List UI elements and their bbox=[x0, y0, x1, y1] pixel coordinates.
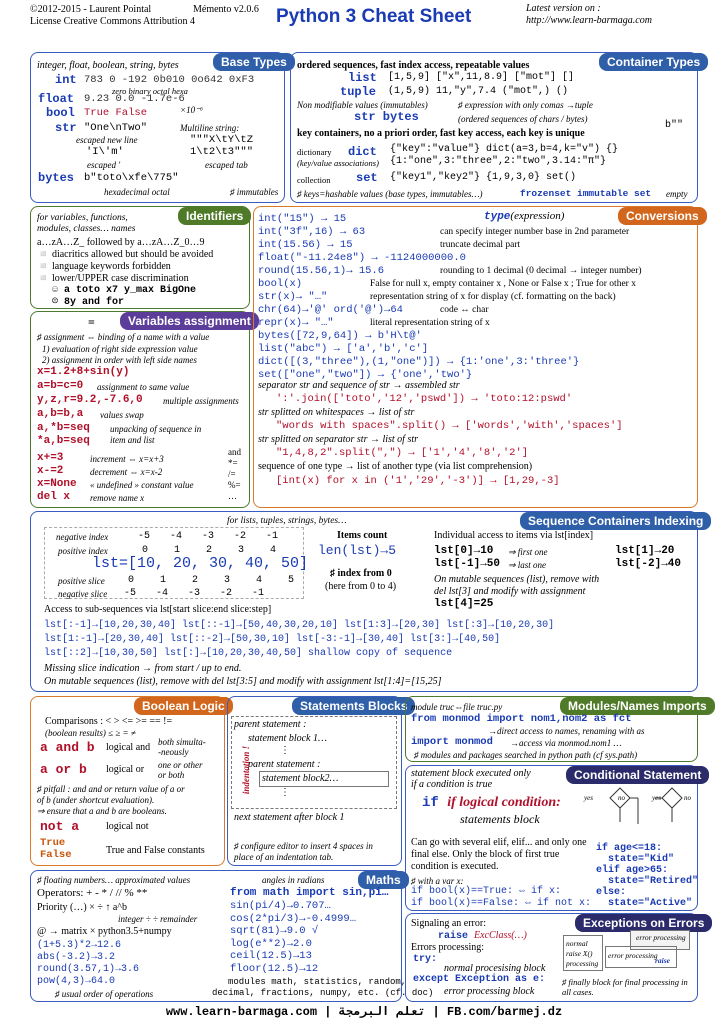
conversion-code-12: set(["one","two"]) → {'one','two'} bbox=[258, 369, 473, 381]
math-left-0: (1+5.3)*2→12.6 bbox=[37, 940, 122, 951]
both-note: both simulta- -neously bbox=[158, 737, 206, 757]
var-code-4: x=1.2+8+sin(y) bbox=[37, 366, 130, 378]
conversion-code-1: int("3f",16) → 63 bbox=[258, 226, 366, 238]
neg-slice-4: -1 bbox=[252, 588, 265, 599]
bool-values: True False bbox=[84, 107, 148, 119]
conditional-code: if age<=18: state="Kid" elif age>65: state="Retired" else: state="Active" bbox=[596, 843, 699, 909]
indexing-header: Sequence Containers Indexing bbox=[520, 512, 711, 530]
expression-commas-note: ♯ expression with only comas →tuple bbox=[458, 100, 593, 110]
acc-1-note: ⇒ first one bbox=[508, 547, 548, 557]
hex-oct-note: hexadecimal octal bbox=[104, 187, 170, 197]
conversion-code-8: repr(x)→ "…" bbox=[258, 317, 334, 329]
mutable-slice-text: On mutable sequences (list), remove with del lst[3:5] and modify with assignment lst[1:4]=[15,25] bbox=[44, 676, 442, 687]
conditional-intro-2: if a condition is true bbox=[411, 779, 493, 790]
variables-line-2: 1) evaluation of right side expression value bbox=[42, 344, 198, 354]
seq-conv-text: sequence of one type → list of another type (via list comprehension) bbox=[258, 461, 533, 472]
neg-slice-1: -4 bbox=[156, 588, 169, 599]
str-bytes-label: str bytes bbox=[354, 110, 419, 124]
kv-assoc-note: (key/value associations) bbox=[297, 158, 379, 168]
if-condition-text: if logical condition: bbox=[447, 795, 561, 810]
math-right-0: sin(pi/4)→0.707… bbox=[230, 900, 331, 912]
modules-note-1: →direct access to names, renaming with as bbox=[488, 726, 645, 736]
len-code-text: len(lst)→5 bbox=[318, 543, 397, 558]
pos-slice-3: 3 bbox=[224, 575, 231, 586]
var-code-7: a,b=b,a bbox=[37, 408, 84, 420]
neg-index-1: -4 bbox=[170, 531, 183, 542]
join-code: ':'.join(['toto','12','pswd']) → 'toto:12:pswd' bbox=[276, 393, 573, 405]
conversion-note-6: representation string of x for display (cf. formatting on the back) bbox=[370, 292, 616, 302]
split-ws-code: "words with spaces".split() → ['words','with','spaces'] bbox=[276, 420, 623, 432]
exc-error-processing-2: error processing bbox=[608, 951, 658, 960]
and-code: a and b bbox=[40, 740, 95, 755]
identifiers-line-3: a…zA…Z_ followed by a…zA…Z_0…9 bbox=[37, 237, 205, 248]
and-note: logical and bbox=[106, 742, 151, 753]
type-expression-text: expression bbox=[514, 210, 561, 222]
var-note-9: item and list bbox=[110, 435, 155, 445]
radians-note: angles in radians bbox=[262, 875, 325, 885]
math-modules-2: decimal, fractions, numpy, etc. (cf. doc) bbox=[212, 988, 434, 998]
math-right-2: sqrt(81)→9.0 √ bbox=[230, 925, 319, 937]
base-types-header: Base Types bbox=[213, 53, 295, 71]
normal-block-text: normal procesising block bbox=[444, 963, 546, 974]
pos-index-1: 1 bbox=[174, 545, 181, 556]
signal-text: Signaling an error: bbox=[411, 918, 486, 929]
dots-1: ⋮ bbox=[280, 745, 290, 756]
exc-raise-label: raise bbox=[655, 956, 670, 965]
set-label: set bbox=[356, 171, 378, 185]
try-code: try: bbox=[413, 954, 438, 965]
statements-header: Statements Blocks bbox=[292, 697, 415, 715]
elif-text-1: Can go with several elif, elif... and only one bbox=[411, 837, 587, 848]
modules-code-1: from monmod import nom1,nom2 as fct bbox=[411, 713, 632, 725]
if-bool-true: if bool(x)==True: ⇔ if x: bbox=[411, 886, 562, 897]
neg-index-3: -2 bbox=[234, 531, 247, 542]
maths-header: Maths bbox=[358, 871, 409, 889]
flow-no-2: no bbox=[684, 794, 691, 802]
modules-intro: module truc⇔file truc.py bbox=[411, 702, 503, 712]
var-note-10: increment ⇔ x=x+3 bbox=[90, 454, 164, 464]
comparisons-text: Comparisons : < > <= >= == != bbox=[45, 716, 173, 727]
non-modifiable-note: Non modifiable values (immutables) bbox=[297, 100, 428, 110]
var-note-8: unpacking of sequence in bbox=[110, 424, 202, 434]
variables-line-3: 2) assignment in order with left side names bbox=[42, 355, 197, 365]
ordered-chars-note: (ordered sequences of chars / bytes) bbox=[458, 114, 588, 124]
identifiers-line-1: for variables, functions, bbox=[37, 213, 128, 223]
bool-label: bool bbox=[46, 106, 75, 120]
header-memento: Mémento v2.0.6 bbox=[193, 4, 259, 15]
math-right-3: log(e**2)→2.0 bbox=[230, 937, 312, 950]
int-values: 783 0 -192 0b010 0o642 0xF3 bbox=[84, 74, 255, 86]
sub-seq-text: Access to sub-sequences via lst[start slice:end slice:step] bbox=[44, 604, 272, 615]
identifiers-line-4: ◽ diacritics allowed but should be avoided bbox=[37, 249, 214, 260]
conversion-code-5: bool(x) bbox=[258, 278, 303, 290]
multiline-1: """X\tY\tZ bbox=[190, 134, 254, 146]
var-code-12: x=None bbox=[37, 478, 77, 490]
var-side-ops: and *= /= %= … bbox=[228, 447, 241, 501]
pos-slice-1: 1 bbox=[160, 575, 167, 586]
statement-block-1: statement block 1… bbox=[248, 733, 327, 744]
flow-yes-1: yes bbox=[584, 794, 593, 802]
seq-conv-code: [int(x) for x in ('1','29','-3')] → [1,29,-3] bbox=[276, 475, 560, 487]
conditional-intro-1: statement block executed only bbox=[411, 768, 531, 779]
variables-line-1: ♯ assignment ⇔ binding of a name with a value bbox=[37, 332, 210, 342]
indexing-intro: for lists, tuples, strings, bytes… bbox=[227, 516, 347, 526]
conversion-code-4: round(15.56,1)→ 15.6 bbox=[258, 265, 385, 277]
parent-statement-1: parent statement : bbox=[234, 719, 307, 730]
exceptions-header: Exceptions on Errors bbox=[575, 914, 712, 932]
statements-block-text: statements block bbox=[460, 812, 540, 826]
separator-join-text: separator str and sequence of str → assembled str bbox=[258, 380, 460, 391]
str-label: str bbox=[55, 121, 77, 135]
mutable-text-3: lst[4]=25 bbox=[434, 598, 494, 610]
neg-slice-label: negative slice bbox=[58, 589, 108, 599]
exc-raise-x: raise X() bbox=[566, 949, 593, 958]
footer: www.learn-barmaga.com | تعلم البرمجة | FB.com/barmej.dz bbox=[165, 1005, 563, 1019]
configure-note-2: place of an indentation tab. bbox=[234, 852, 334, 862]
if-keyword: if bbox=[422, 795, 448, 811]
acc-3-note: ⇒ last one bbox=[508, 560, 547, 570]
floating-note: ♯ floating numbers… approximated values bbox=[37, 875, 191, 885]
pitfall-1: ♯ pitfall : and and or return value of a or bbox=[37, 784, 185, 794]
container-types-header: Container Types bbox=[599, 53, 708, 71]
pitfall-3: ⇒ ensure that a and b are booleans. bbox=[37, 806, 167, 816]
frozenset-label: frozenset immutable set bbox=[520, 188, 652, 199]
math-left-1: abs(-3.2)→3.2 bbox=[37, 952, 116, 963]
elif-text-2: final else. Only the block of first true bbox=[411, 849, 560, 860]
conversion-note-2: truncate decimal part bbox=[440, 240, 521, 250]
dict-values-2: {1:"one",3:"three",2:"two",3.14:"π"} bbox=[390, 156, 607, 167]
if-code bbox=[422, 795, 561, 811]
conversion-code-10: list("abc") → ['a','b','c'] bbox=[258, 343, 429, 355]
assign-eq-symbol: = bbox=[88, 315, 95, 329]
list-values: [1,5,9] ["x",11,8.9] ["mot"] [] bbox=[388, 72, 575, 83]
identifiers-line-6: ◽ lower/UPPER case discrimination bbox=[37, 273, 189, 284]
or-note: logical or bbox=[106, 764, 145, 775]
var-note-13: remove name x bbox=[90, 493, 145, 503]
pos-slice-4: 4 bbox=[256, 575, 263, 586]
next-statement: next statement after block 1 bbox=[234, 812, 345, 823]
set-values: {"key1","key2"} {1,9,3,0} set() bbox=[390, 172, 577, 183]
if-bool-false: if bool(x)==False: ⇔ if not x: bbox=[411, 898, 592, 909]
split-ws-text: str splitted on whitespaces → list of str bbox=[258, 407, 415, 418]
conversion-code-11: dict([(3,"three"),(1,"one")]) → {1:'one',3:'three'} bbox=[258, 356, 580, 368]
neg-slice-3: -2 bbox=[220, 588, 233, 599]
usual-order-note: ♯ usual order of operations bbox=[55, 989, 154, 999]
mutable-text-1: On mutable sequences (list), remove with bbox=[434, 574, 600, 585]
bytes-label: bytes bbox=[38, 171, 75, 185]
exc-processing-label: processing bbox=[566, 959, 599, 968]
conversion-code-3: float("-11.24e8") → -1124000000.0 bbox=[258, 252, 466, 264]
tuple-values: (1,5,9) 11,"y",7.4 ("mot",) () bbox=[388, 86, 569, 97]
modules-note-3: ♯ modules and packages searched in python path (cf sys.path) bbox=[414, 750, 638, 760]
or-code: a or b bbox=[40, 762, 87, 777]
neg-index-4: -1 bbox=[266, 531, 279, 542]
conversion-note-7: code ↔ char bbox=[440, 305, 489, 315]
pos-slice-2: 2 bbox=[192, 575, 199, 586]
identifiers-line-7: ☺ a toto x7 y_max BigOne bbox=[52, 285, 197, 296]
identifiers-line-2: modules, classes… names bbox=[37, 224, 136, 234]
var-code-11: x-=2 bbox=[37, 465, 64, 477]
finally-note: ♯ finally block for final processing in all cases. bbox=[562, 977, 688, 997]
slice-line-2: lst[::2]→[10,30,50] lst[:]→[10,20,30,40,50] shallow copy of sequence bbox=[44, 648, 453, 659]
pos-slice-label: positive slice bbox=[58, 576, 105, 586]
mutable-text-2: del lst[3] and modify with assignment bbox=[434, 586, 586, 597]
float-label: float bbox=[38, 92, 75, 106]
pos-index-3: 3 bbox=[238, 545, 245, 556]
neg-slice-2: -3 bbox=[188, 588, 201, 599]
latest-version-label: Latest version on : bbox=[526, 3, 601, 14]
not-note: logical not bbox=[106, 821, 149, 832]
pos-slice-0: 0 bbox=[128, 575, 135, 586]
collection-label: collection bbox=[297, 175, 331, 185]
split-sep-code: "1,4,8,2".split(",") → ['1','4','8','2'] bbox=[276, 447, 529, 459]
escaped-quote-note: escaped ' bbox=[87, 160, 121, 170]
missing-slice-text: Missing slice indication → from start / up to end. bbox=[44, 663, 242, 674]
immutables-note: ♯ immutables bbox=[230, 187, 279, 197]
math-import: from math import sin,pi… bbox=[230, 887, 389, 899]
var-x-note: ♯ with a var x: bbox=[411, 876, 464, 886]
here-from-note: (here from 0 to 4) bbox=[325, 581, 397, 592]
int-label: int bbox=[55, 73, 77, 87]
math-left-2: round(3.57,1)→3.6 bbox=[37, 964, 140, 975]
true-false-note: True and False constants bbox=[106, 845, 205, 856]
dict-values-1: {"key":"value"} dict(a=3,b=4,k="v") {} bbox=[390, 144, 619, 155]
multiline-label: Multiline string: bbox=[180, 123, 240, 133]
except-code: except Exception as e: bbox=[413, 974, 546, 985]
var-note-6: multiple assignments bbox=[163, 396, 239, 406]
acc-1: lst[0]→10 bbox=[434, 545, 494, 557]
math-left-3: pow(4,3)→64.0 bbox=[37, 976, 116, 987]
priority-text: Priority (…) × ÷ ↑ a^b bbox=[37, 902, 127, 913]
conversion-note-4: rounding to 1 decimal (0 decimal → integer number) bbox=[440, 266, 642, 276]
conversion-code-6: str(x)→ "…" bbox=[258, 291, 328, 303]
modules-note-2: →access via monmod.nom1 … bbox=[510, 738, 622, 748]
neg-index-0: -5 bbox=[138, 531, 151, 542]
pos-index-label: positive index bbox=[58, 546, 108, 556]
raise-keyword: raise bbox=[438, 931, 475, 942]
conditional-header: Conditional Statement bbox=[566, 766, 709, 784]
acc-2: lst[1]→20 bbox=[615, 545, 675, 557]
int-notes: zero binary octal hexa bbox=[112, 86, 188, 96]
not-code: not a bbox=[40, 819, 80, 834]
list-label: list bbox=[348, 71, 377, 85]
conversions-header: Conversions bbox=[618, 207, 707, 225]
multiline-2: 1\t2\t3""" bbox=[190, 146, 254, 158]
conversion-note-8: literal representation string of x bbox=[370, 318, 490, 328]
conversion-code-9: bytes([72,9,64]) → b'H\t@' bbox=[258, 330, 422, 342]
statement-block-2: statement block2… bbox=[262, 773, 339, 784]
str-values: "One\nTwo" bbox=[84, 122, 148, 134]
var-code-8: a,*b=seq bbox=[37, 422, 90, 434]
identifiers-line-5: ◽ language keywords forbidden bbox=[37, 261, 171, 272]
neg-index-label: negative index bbox=[56, 532, 109, 542]
pitfall-2: of b (under shortcut evaluation). bbox=[37, 795, 155, 805]
empty-bytes: b"" bbox=[665, 120, 684, 131]
exc-normal-label: normal bbox=[566, 939, 588, 948]
ordered-sequences-text: ordered sequences, fast index access, repeatable values bbox=[297, 60, 530, 71]
escaped-newline-note: escaped new line bbox=[76, 135, 138, 145]
lst-definition: lst=[10, 20, 30, 40, 50] bbox=[92, 555, 309, 572]
dict-label: dict bbox=[348, 145, 377, 159]
base-types-intro: integer, float, boolean, string, bytes bbox=[37, 60, 179, 71]
type-expression: type(expression) bbox=[484, 210, 565, 223]
configure-note-1: ♯ configure editor to insert 4 spaces in bbox=[234, 841, 373, 851]
exc-error-processing-1: error processing bbox=[636, 933, 686, 942]
conversion-note-5: False for null x, empty container x , None or False x ; True for other x bbox=[370, 279, 636, 289]
acc-4: lst[-2]→40 bbox=[615, 558, 682, 570]
var-note-11: decrement ⇔ x=x-2 bbox=[90, 467, 163, 477]
var-note-5: assignment to same value bbox=[97, 382, 190, 392]
var-code-5: a=b=c=0 bbox=[37, 380, 84, 392]
identifiers-line-8: ☹ 8y and for bbox=[52, 297, 125, 308]
index-from-note: ♯ index from 0 bbox=[330, 568, 392, 579]
flow-no-1: no bbox=[618, 794, 625, 802]
var-code-9: *a,b=seq bbox=[37, 435, 90, 447]
matrix-text: @ → matrix × python3.5+numpy bbox=[37, 926, 172, 937]
pos-index-2: 2 bbox=[206, 545, 213, 556]
split-sep-text: str splitted on separator str → list of str bbox=[258, 434, 419, 445]
neg-index-2: -3 bbox=[202, 531, 215, 542]
modules-header: Modules/Names Imports bbox=[560, 697, 715, 715]
math-right-5: floor(12.5)→12 bbox=[230, 962, 319, 975]
acc-3: lst[-1]→50 bbox=[434, 558, 501, 570]
var-note-7: values swap bbox=[100, 410, 144, 420]
len-code bbox=[318, 543, 396, 559]
float-exponent-note: ×10⁻⁶ bbox=[180, 105, 203, 115]
error-block-text: error processing block bbox=[444, 986, 535, 997]
elif-text-3: condition is executed. bbox=[411, 861, 499, 872]
boolean-results-text: (boolean results) ≤ ≥ = ≠ bbox=[45, 728, 136, 738]
math-right-4: ceil(12.5)→13 bbox=[230, 950, 312, 962]
conversion-code-7: chr(64)→'@' ord('@')→64 bbox=[258, 304, 403, 316]
conversion-note-1: can specify integer number base in 2nd parameter bbox=[440, 227, 630, 237]
indentation-label: indentation ! bbox=[241, 745, 252, 795]
page-title: Python 3 Cheat Sheet bbox=[276, 6, 472, 27]
raise-class-text: ExcClass(…) bbox=[474, 930, 527, 941]
bytes-values: b"toto\xfe\775" bbox=[84, 172, 179, 184]
math-right-1: cos(2*pi/3)→-0.4999… bbox=[230, 912, 357, 925]
individual-access-text: Individual access to items via lst[index] bbox=[434, 530, 594, 541]
parent-statement-2: parent statement : bbox=[248, 759, 321, 770]
operators-text: Operators: + - * / // % ** bbox=[37, 887, 148, 899]
true-false-code: True False bbox=[40, 837, 72, 861]
header-license: License Creative Commons Attribution 4 bbox=[30, 16, 195, 27]
variables-header: Variables assignment bbox=[120, 312, 259, 330]
var-code-6: y,z,r=9.2,-7.6,0 bbox=[37, 394, 143, 406]
dots-2: ⋮ bbox=[280, 787, 290, 798]
conversion-code-0: int("15") → 15 bbox=[258, 213, 347, 225]
one-or-other-note: one or other or both bbox=[158, 760, 203, 780]
slice-line-1: lst[1:-1]→[20,30,40] lst[::-2]→[50,30,10] lst[-3:-1]→[30,40] lst[3:]→[40,50] bbox=[44, 634, 501, 645]
header-copyright: ©2012-2015 - Laurent Pointal bbox=[30, 4, 152, 15]
keys-hashable-note: ♯ keys=hashable values (base types, immutables…) bbox=[297, 189, 483, 199]
str-quote: 'I\'m' bbox=[86, 146, 124, 158]
modules-code-2: import monmod bbox=[411, 736, 493, 748]
key-containers-text: key containers, no a priori order, fast key access, each key is unique bbox=[297, 128, 585, 139]
neg-slice-0: -5 bbox=[124, 588, 137, 599]
var-note-12: « undefined » constant value bbox=[90, 480, 194, 490]
items-count-label: Items count bbox=[337, 530, 388, 541]
var-code-13: del x bbox=[37, 491, 71, 503]
math-modules-1: modules math, statistics, random, bbox=[228, 977, 407, 987]
boolean-header: Boolean Logic bbox=[134, 697, 233, 715]
escaped-tab-note: escaped tab bbox=[205, 160, 248, 170]
latest-version-url[interactable]: http://www.learn-barmaga.com bbox=[526, 15, 652, 26]
conversion-code-2: int(15.56) → 15 bbox=[258, 239, 353, 251]
pos-slice-5: 5 bbox=[288, 575, 295, 586]
tuple-label: tuple bbox=[340, 85, 377, 99]
empty-note: empty bbox=[666, 189, 688, 199]
identifiers-header: Identifiers bbox=[178, 207, 251, 225]
int-div-note: integer ÷ ÷ remainder bbox=[118, 914, 198, 924]
pos-index-0: 0 bbox=[142, 545, 149, 556]
float-values: 9.23 0.0 -1.7e-6 bbox=[84, 93, 185, 105]
processing-text: Errors processing: bbox=[411, 942, 485, 953]
var-code-10: x+=3 bbox=[37, 452, 64, 464]
flow-yes-2: yes bbox=[652, 794, 661, 802]
dictionary-label: dictionary bbox=[297, 147, 332, 157]
pos-index-4: 4 bbox=[270, 545, 277, 556]
slice-line-0: lst[:-1]→[10,20,30,40] lst[::-1]→[50,40,30,20,10] lst[1:3]→[20,30] lst[:3]→[10,20,30] bbox=[44, 620, 555, 631]
